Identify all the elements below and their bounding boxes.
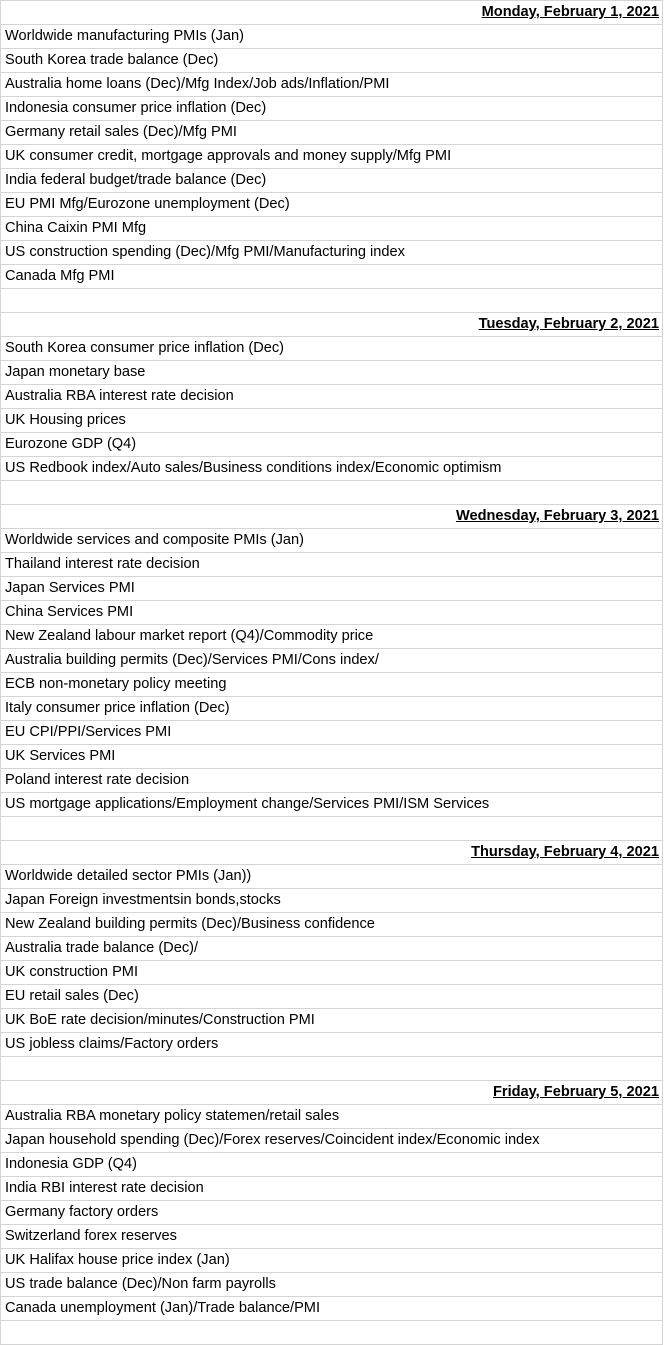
empty-row[interactable] (1, 817, 663, 841)
date-header-tuesday[interactable]: Tuesday, February 2, 2021 (1, 313, 663, 337)
event-row[interactable]: Japan Services PMI (1, 577, 663, 601)
event-row[interactable]: Worldwide services and composite PMIs (Jan) (1, 529, 663, 553)
date-header-friday[interactable]: Friday, February 5, 2021 (1, 1081, 663, 1105)
event-row[interactable]: US jobless claims/Factory orders (1, 1033, 663, 1057)
event-row[interactable]: Australia home loans (Dec)/Mfg Index/Job ads/Inflation/PMI (1, 73, 663, 97)
event-row[interactable]: US mortgage applications/Employment change/Services PMI/ISM Services (1, 793, 663, 817)
event-row[interactable]: UK BoE rate decision/minutes/Construction PMI (1, 1009, 663, 1033)
event-row[interactable]: Australia RBA interest rate decision (1, 385, 663, 409)
empty-row[interactable] (1, 1321, 663, 1345)
event-row[interactable]: New Zealand labour market report (Q4)/Commodity price (1, 625, 663, 649)
event-row[interactable]: ECB non-monetary policy meeting (1, 673, 663, 697)
event-row[interactable]: Japan household spending (Dec)/Forex reserves/Coincident index/Economic index (1, 1129, 663, 1153)
date-header-thursday[interactable]: Thursday, February 4, 2021 (1, 841, 663, 865)
event-row[interactable]: US construction spending (Dec)/Mfg PMI/Manufacturing index (1, 241, 663, 265)
event-row[interactable]: EU PMI Mfg/Eurozone unemployment (Dec) (1, 193, 663, 217)
event-row[interactable]: Indonesia GDP (Q4) (1, 1153, 663, 1177)
event-row[interactable]: Canada unemployment (Jan)/Trade balance/PMI (1, 1297, 663, 1321)
event-row[interactable]: Japan monetary base (1, 361, 663, 385)
event-row[interactable]: Eurozone GDP (Q4) (1, 433, 663, 457)
event-row[interactable]: Japan Foreign investmentsin bonds,stocks (1, 889, 663, 913)
event-row[interactable]: UK consumer credit, mortgage approvals and money supply/Mfg PMI (1, 145, 663, 169)
event-row[interactable]: Poland interest rate decision (1, 769, 663, 793)
event-row[interactable]: New Zealand building permits (Dec)/Business confidence (1, 913, 663, 937)
event-row[interactable]: US Redbook index/Auto sales/Business conditions index/Economic optimism (1, 457, 663, 481)
event-row[interactable]: Germany retail sales (Dec)/Mfg PMI (1, 121, 663, 145)
event-row[interactable]: US trade balance (Dec)/Non farm payrolls (1, 1273, 663, 1297)
event-row[interactable]: EU retail sales (Dec) (1, 985, 663, 1009)
event-row[interactable]: South Korea consumer price inflation (Dec) (1, 337, 663, 361)
event-row[interactable]: Australia trade balance (Dec)/ (1, 937, 663, 961)
event-row[interactable]: Australia RBA monetary policy statemen/retail sales (1, 1105, 663, 1129)
event-row[interactable]: Italy consumer price inflation (Dec) (1, 697, 663, 721)
event-row[interactable]: India federal budget/trade balance (Dec) (1, 169, 663, 193)
event-row[interactable]: South Korea trade balance (Dec) (1, 49, 663, 73)
event-row[interactable]: India RBI interest rate decision (1, 1177, 663, 1201)
event-row[interactable]: UK Halifax house price index (Jan) (1, 1249, 663, 1273)
event-row[interactable]: UK Services PMI (1, 745, 663, 769)
empty-row[interactable] (1, 289, 663, 313)
event-row[interactable]: Indonesia consumer price inflation (Dec) (1, 97, 663, 121)
event-row[interactable]: UK construction PMI (1, 961, 663, 985)
event-row[interactable]: UK Housing prices (1, 409, 663, 433)
event-row[interactable]: Worldwide detailed sector PMIs (Jan)) (1, 865, 663, 889)
event-row[interactable]: China Caixin PMI Mfg (1, 217, 663, 241)
event-row[interactable]: Worldwide manufacturing PMIs (Jan) (1, 25, 663, 49)
event-row[interactable]: Switzerland forex reserves (1, 1225, 663, 1249)
event-row[interactable]: Canada Mfg PMI (1, 265, 663, 289)
date-header-monday[interactable]: Monday, February 1, 2021 (1, 1, 663, 25)
event-row[interactable]: Australia building permits (Dec)/Services PMI/Cons index/ (1, 649, 663, 673)
empty-row[interactable] (1, 481, 663, 505)
empty-row[interactable] (1, 1057, 663, 1081)
event-row[interactable]: China Services PMI (1, 601, 663, 625)
event-row[interactable]: Thailand interest rate decision (1, 553, 663, 577)
event-row[interactable]: EU CPI/PPI/Services PMI (1, 721, 663, 745)
date-header-wednesday[interactable]: Wednesday, February 3, 2021 (1, 505, 663, 529)
event-row[interactable]: Germany factory orders (1, 1201, 663, 1225)
